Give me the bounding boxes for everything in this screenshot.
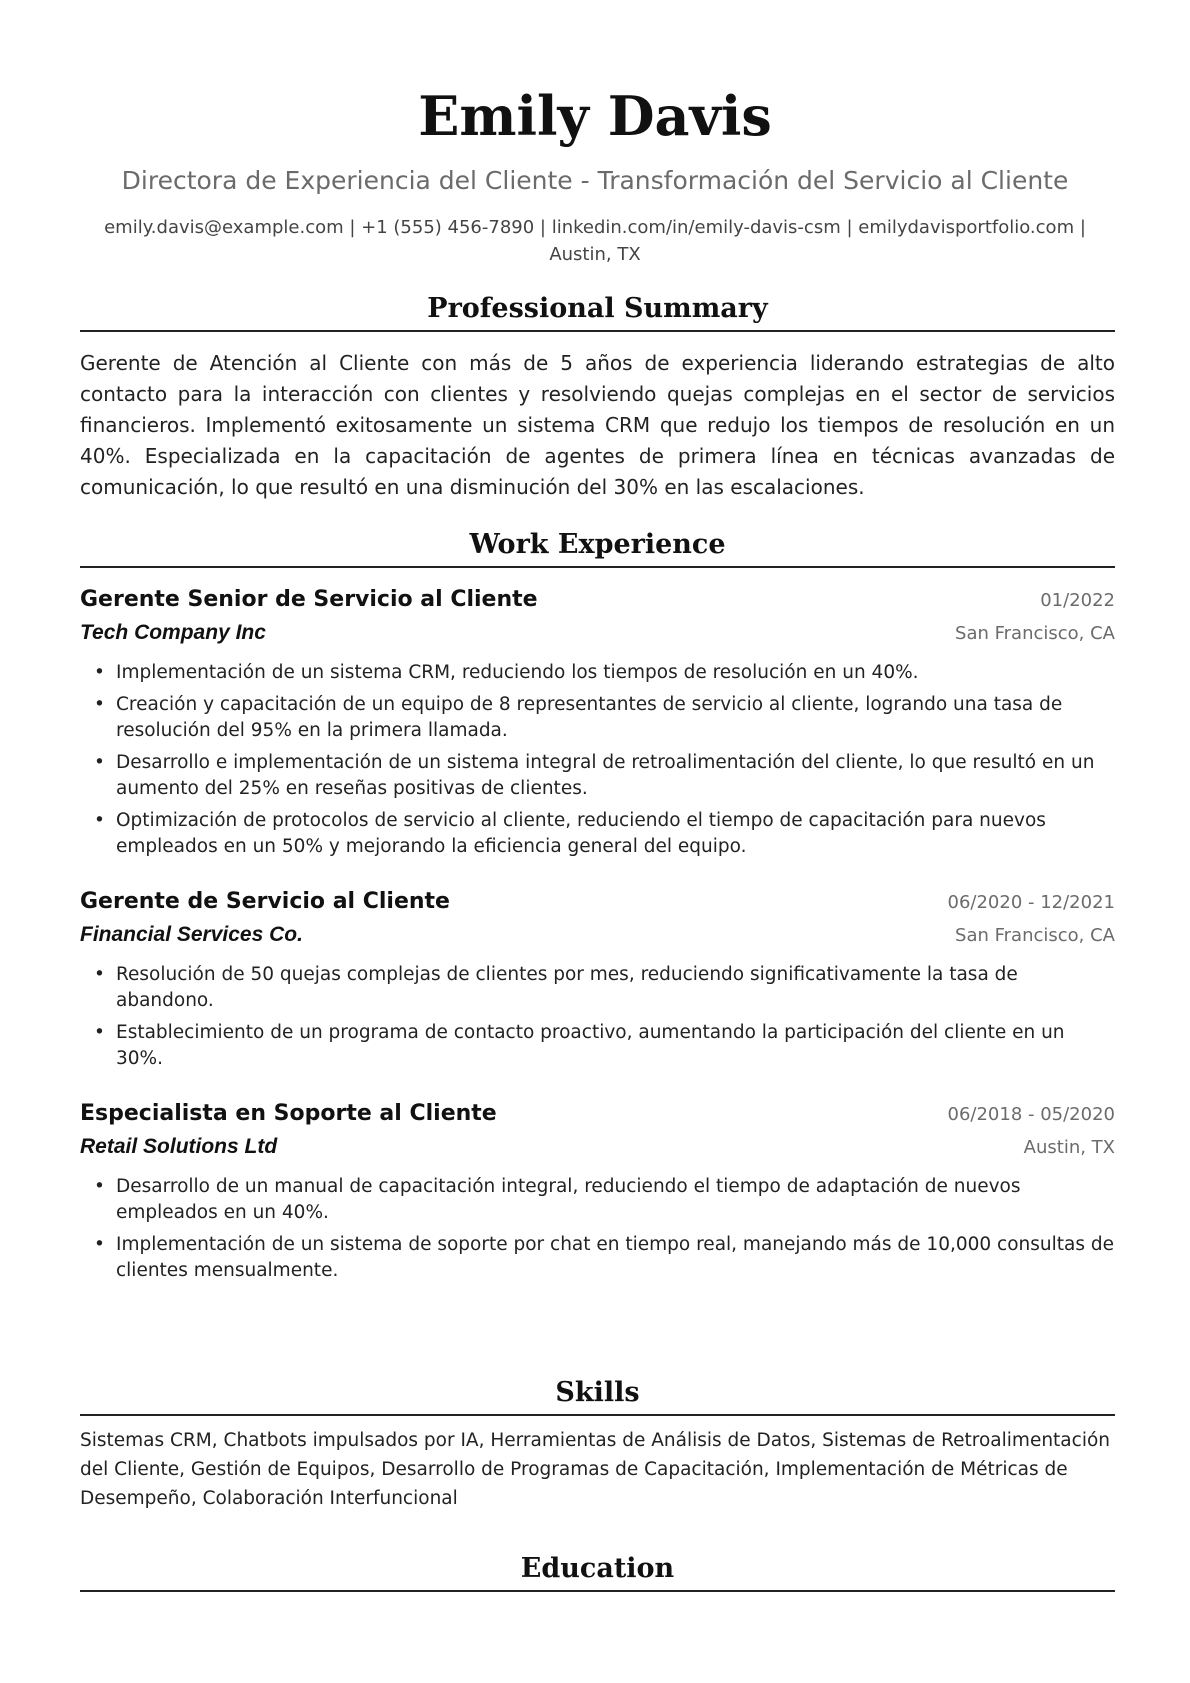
summary-text: Gerente de Atención al Cliente con más de 5 años de experiencia liderando estrategias de alto contacto para la interacción con clientes y resolviendo quejas complejas en el sector de servicios financieros. Implementó exitosamente un sistema CRM que redujo los tiempos de resolución en un 40%. Especializada en la capacitación de agentes de primera línea en técnicas avanzadas de comunicación, lo que resultó en una disminución del 30% en las escalaciones.	[80, 351, 1115, 499]
job-location: San Francisco, CA	[955, 623, 1115, 644]
job-achievements	[80, 660, 1115, 860]
contact-info: emily.davis@example.com | +1 (555) 456-7890 | linkedin.com/in/emily-davis-csm | emilydavisportfolio.com | Austin, TX	[104, 217, 1086, 265]
job-title: Gerente de Servicio al Cliente	[80, 889, 450, 914]
achievement-item: • Creación y capacitación de un equipo de 8 representantes de servicio al cliente, logrando una tasa de resolución del 95% en la primera llamada.	[116, 692, 1115, 744]
candidate-name: Emily Davis	[418, 84, 772, 148]
education-heading: Education	[80, 1552, 1115, 1592]
achievement-item: • Desarrollo de un manual de capacitación integral, reduciendo el tiempo de adaptación de nuevos empleados en un 40%.	[116, 1174, 1115, 1226]
job-achievements	[80, 962, 1115, 1072]
achievement-item: • Desarrollo e implementación de un sistema integral de retroalimentación del cliente, lo que resultó en un aumento del 25% en reseñas positivas de clientes.	[116, 750, 1115, 802]
job-dates: 06/2020 - 12/2021	[947, 892, 1115, 913]
achievement-item: • Establecimiento de un programa de contacto proactivo, aumentando la participación del cliente en un 30%.	[116, 1020, 1115, 1072]
company-name: Retail Solutions Ltd	[80, 1135, 278, 1158]
company-name: Financial Services Co.	[80, 923, 303, 946]
summary-heading: Professional Summary	[80, 292, 1115, 332]
resume-header	[0, 0, 1190, 268]
job-entry	[80, 584, 1115, 860]
job-title: Especialista en Soporte al Cliente	[80, 1101, 497, 1126]
job-dates: 06/2018 - 05/2020	[947, 1104, 1115, 1125]
job-achievements	[80, 1174, 1115, 1284]
company-name: Tech Company Inc	[80, 621, 266, 644]
achievement-item: • Resolución de 50 quejas complejas de clientes por mes, reduciendo significativamente la tasa de abandono.	[116, 962, 1115, 1014]
job-entry	[80, 1098, 1115, 1284]
job-location: San Francisco, CA	[955, 925, 1115, 946]
achievement-item: • Implementación de un sistema de soporte por chat en tiempo real, manejando más de 10,000 consultas de clientes mensualmente.	[116, 1232, 1115, 1284]
achievement-item: • Implementación de un sistema CRM, reduciendo los tiempos de resolución en un 40%.	[116, 660, 1115, 686]
summary-section	[80, 292, 1115, 503]
job-title: Gerente Senior de Servicio al Cliente	[80, 587, 538, 612]
experience-section	[80, 528, 1115, 1290]
skills-heading: Skills	[80, 1376, 1115, 1416]
skills-section	[80, 1376, 1115, 1513]
job-entry	[80, 886, 1115, 1072]
achievement-item: • Optimización de protocolos de servicio al cliente, reduciendo el tiempo de capacitación para nuevos empleados en un 50% y mejorando la eficiencia general del equipo.	[116, 808, 1115, 860]
candidate-headline: Directora de Experiencia del Cliente - Transformación del Servicio al Cliente	[121, 166, 1069, 195]
skills-list: Sistemas CRM, Chatbots impulsados por IA, Herramientas de Análisis de Datos, Sistemas de Retroalimentación del Cliente, Gestión de Equipos, Desarrollo de Programas de Capacitación, Implementación de Métricas de Desempeño, Colaboración Interfuncional	[80, 1430, 1111, 1509]
education-section	[80, 1552, 1115, 1592]
experience-heading: Work Experience	[80, 528, 1115, 568]
job-location: Austin, TX	[1023, 1137, 1115, 1158]
job-dates: 01/2022	[1040, 590, 1115, 611]
